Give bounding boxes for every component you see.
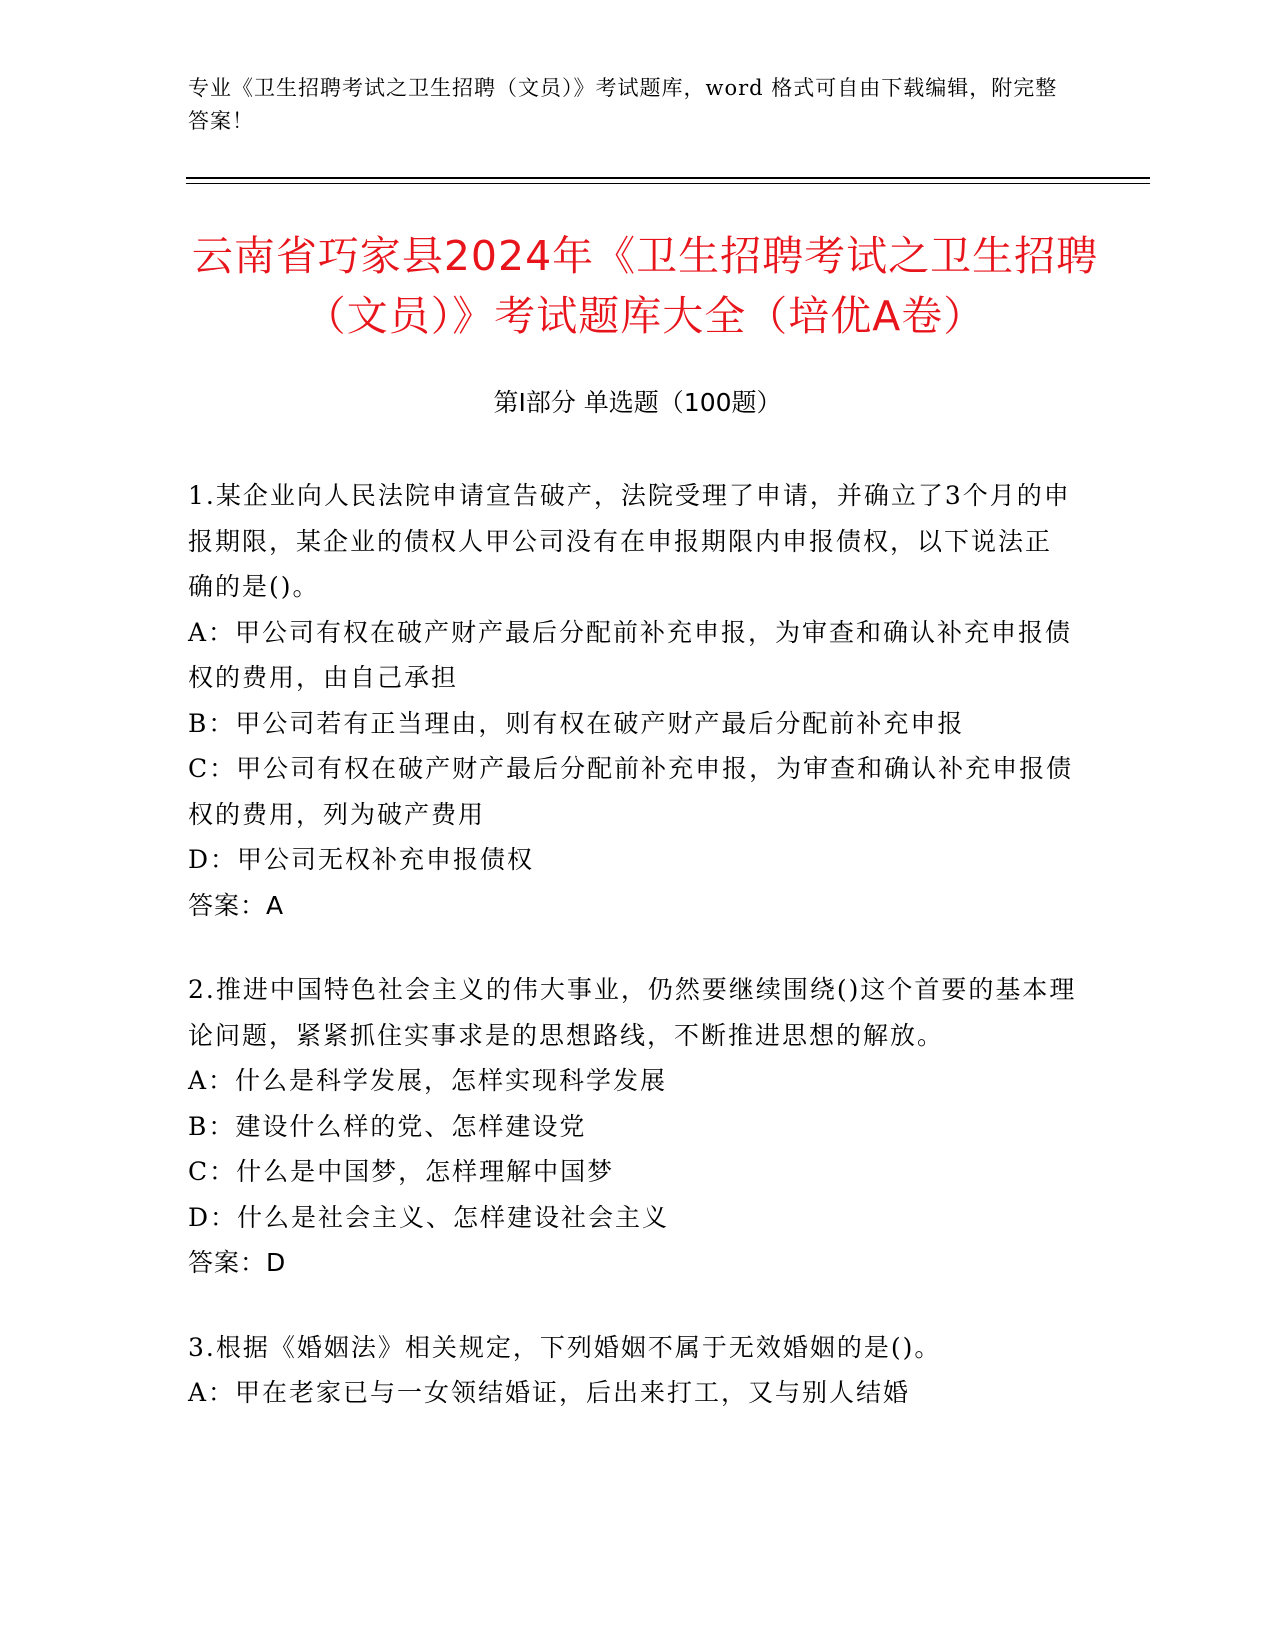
option-d: D：甲公司无权补充申报债权 xyxy=(188,845,535,874)
option-a: A：甲公司有权在破产财产最后分配前补充申报，为审查和确认补充申报债权的费用，由自己承担 xyxy=(188,617,1073,692)
option-c: C：甲公司有权在破产财产最后分配前补充申报，为审查和确认补充申报债权的费用，列为破产费用 xyxy=(188,754,1074,829)
question-list xyxy=(188,473,1078,1455)
question-stem: 3.根据《婚姻法》相关规定，下列婚姻不属于无效婚姻的是()。 xyxy=(188,1332,942,1362)
option-b: B：建设什么样的党、怎样建设党 xyxy=(188,1111,587,1141)
answer-label: 答案：A xyxy=(188,890,285,920)
question-stem: 1.某企业向人民法院申请宣告破产，法院受理了申请，并确立了3个月的申报期限，某企业的债权人甲公司没有在申报期限内申报债权，以下说法正确的是()。 xyxy=(188,481,1071,601)
question-2 xyxy=(188,967,1078,1286)
header-note: 专业《卫生招聘考试之卫生招聘（文员）》考试题库，word 格式可自由下载编辑，附完整答案！ xyxy=(188,76,1058,133)
question-3 xyxy=(188,1325,1078,1416)
header-divider-thin xyxy=(186,183,1150,184)
option-c: C：什么是中国梦，怎样理解中国梦 xyxy=(188,1157,615,1186)
option-d: D：什么是社会主义、怎样建设社会主义 xyxy=(188,1202,670,1232)
section-title: 第Ⅰ部分 单选题（100题） xyxy=(493,388,782,417)
option-b: B：甲公司若有正当理由，则有权在破产财产最后分配前补充申报 xyxy=(188,708,965,738)
answer-label: 答案：D xyxy=(188,1248,287,1277)
question-stem: 2.推进中国特色社会主义的伟大事业，仍然要继续围绕()这个首要的基本理论问题，紧紧抓住实事求是的思想路线，不断推进思想的解放。 xyxy=(188,975,1077,1050)
question-1 xyxy=(188,473,1078,928)
option-a: A：什么是科学发展，怎样实现科学发展 xyxy=(188,1066,668,1095)
document-title: 云南省巧家县2024年《卫生招聘考试之卫生招聘（文员）》考试题库大全（培优A卷） xyxy=(191,232,1099,340)
header-divider xyxy=(186,177,1150,179)
option-a: A：甲在老家已与一女领结婚证，后出来打工，又与别人结婚 xyxy=(188,1378,911,1407)
